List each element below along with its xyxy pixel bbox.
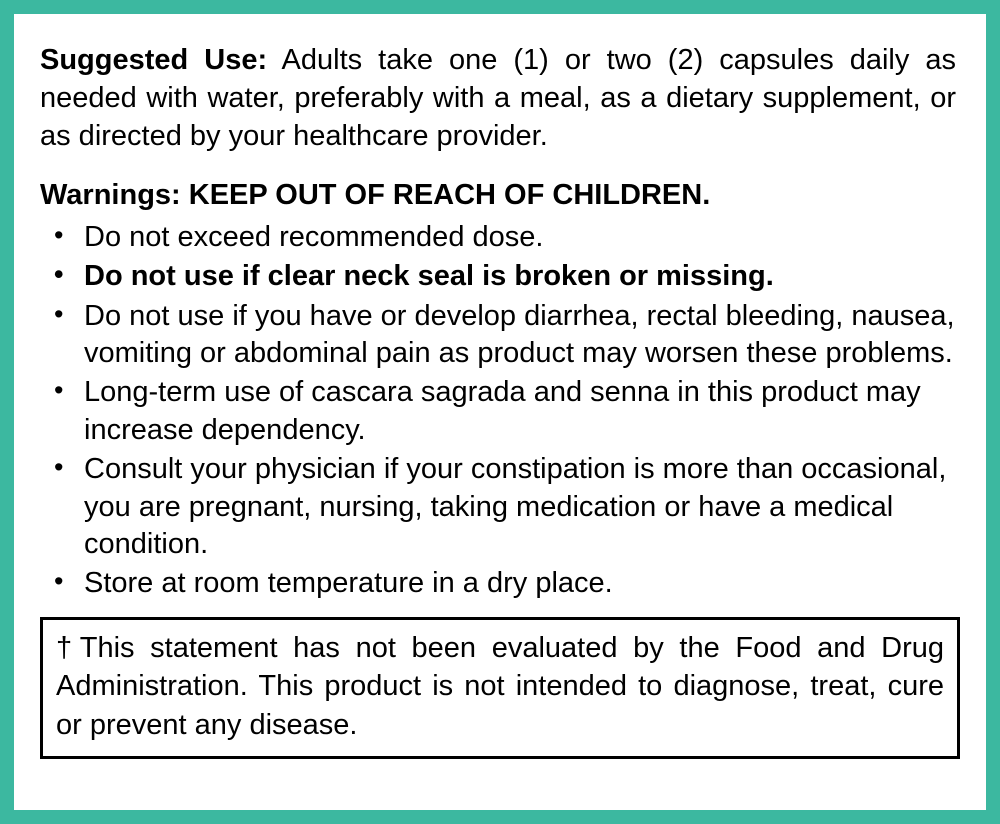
list-item: • Long-term use of cascara sagrada and senna in this product may increase dependency. <box>40 374 960 449</box>
list-item: • Store at room temperature in a dry place. <box>40 565 960 602</box>
list-item: • Do not use if you have or develop diarrhea, rectal bleeding, nausea, vomiting or abdominal pain as product may worsen these problems. <box>40 298 960 373</box>
suggested-use-text: Adults take one (1) or two (2) capsules daily as needed with water, preferably with a meal, as a dietary supplement, or as directed by your healthcare provider. <box>40 44 956 152</box>
fda-disclaimer-text <box>56 629 944 745</box>
suggested-use-heading: Suggested Use: <box>40 44 268 76</box>
label-content <box>40 42 960 759</box>
warnings-label: Warnings: <box>40 178 181 211</box>
list-item: • Consult your physician if your constipation is more than occasional, you are pregnant, nursing, taking medication or have a medical condition. <box>40 451 960 563</box>
suggested-use-paragraph <box>40 42 960 156</box>
warnings-heading <box>40 178 960 213</box>
list-item: • Do not exceed recommended dose. <box>40 219 960 256</box>
warnings-caps-text: KEEP OUT OF REACH OF CHILDREN. <box>188 178 711 211</box>
warnings-list <box>40 219 960 603</box>
disclaimer-body: This statement has not been evaluated by the Food and Drug Administration. This product is not intended to diagnose, treat, cure or prevent any disease. <box>56 631 944 741</box>
fda-disclaimer-box <box>40 617 960 759</box>
dagger-symbol: † <box>56 631 80 664</box>
list-item: • Do not use if clear neck seal is broken or missing. <box>40 258 960 295</box>
